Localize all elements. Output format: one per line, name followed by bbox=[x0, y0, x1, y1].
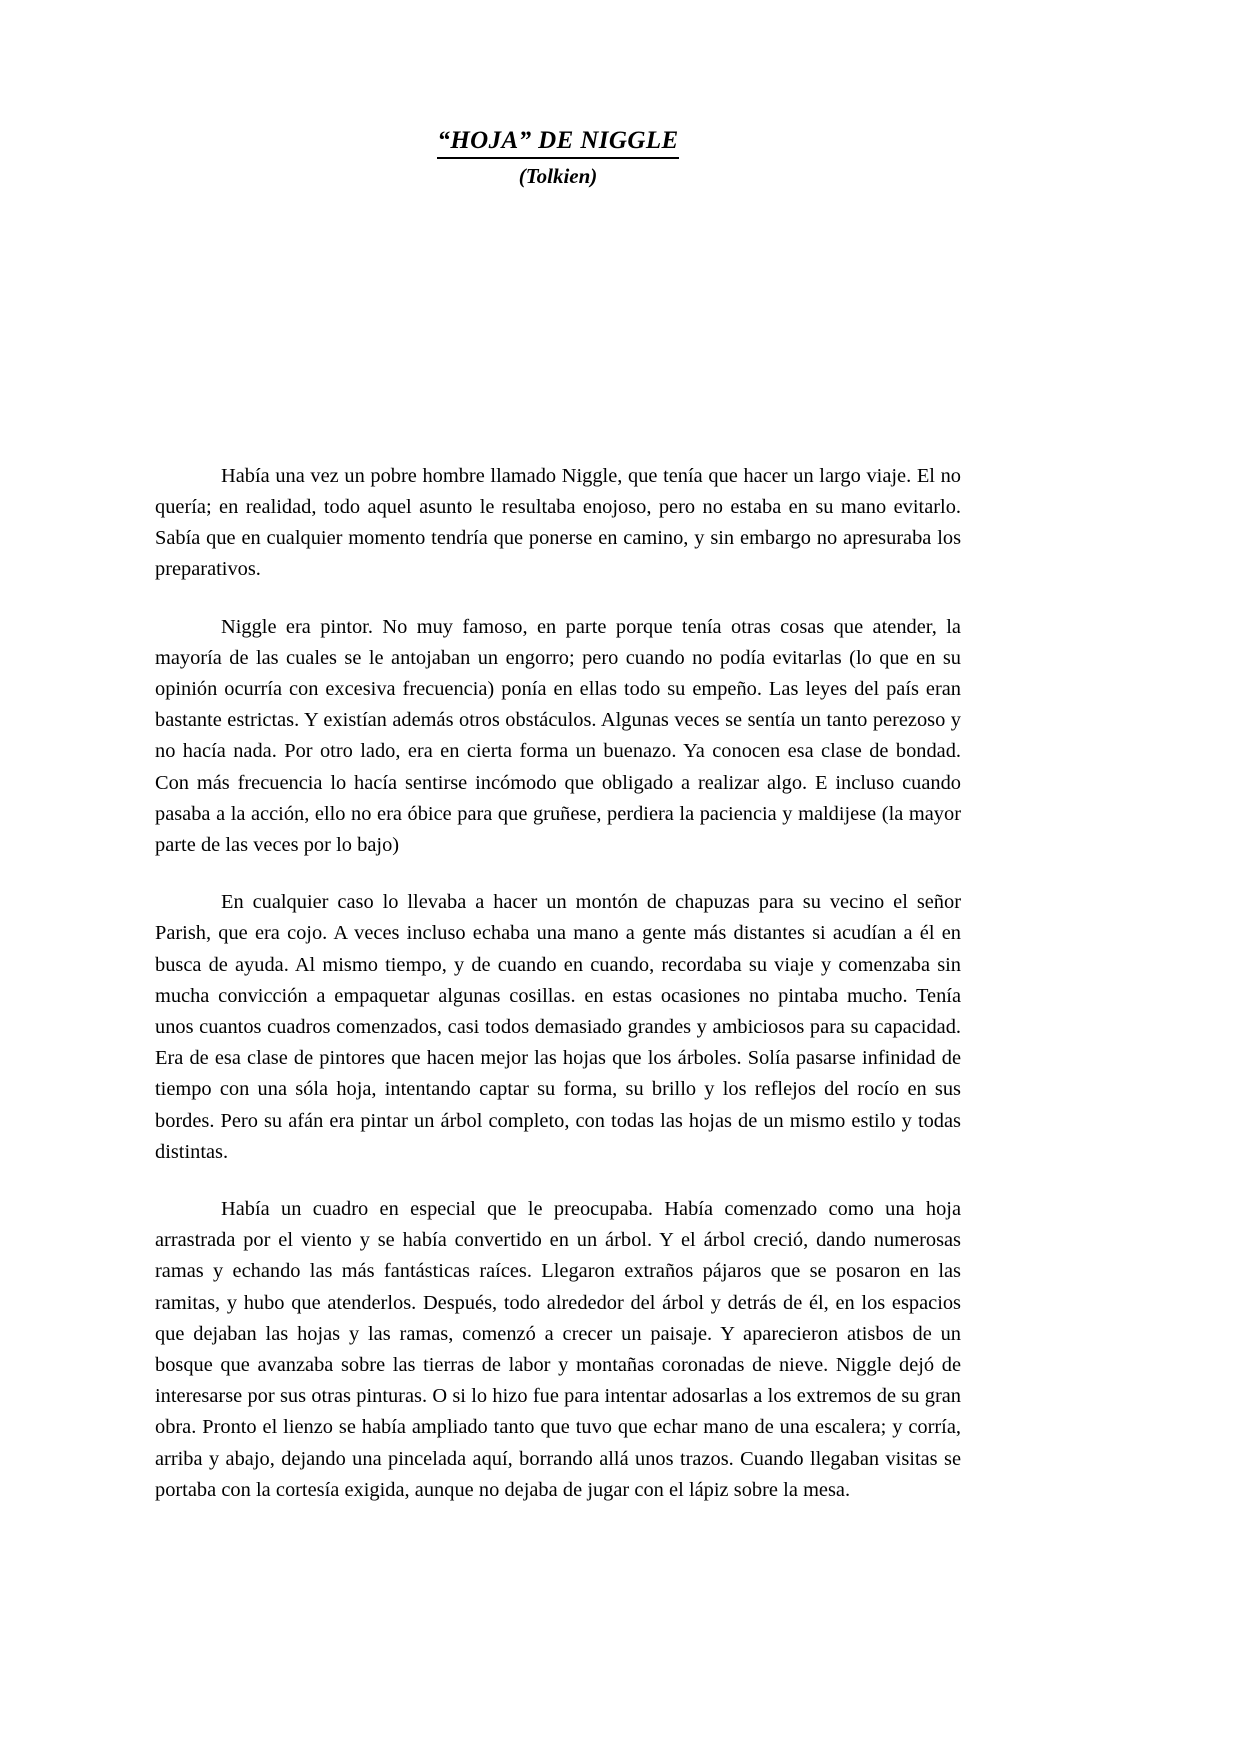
author-attribution: (Tolkien) bbox=[518, 163, 598, 188]
body-text bbox=[155, 461, 961, 1506]
page-content bbox=[155, 0, 961, 1506]
paragraph: Niggle era pintor. No muy famoso, en parte porque tenía otras cosas que atender, la mayoría de las cuales se le antojaban un engorro; pero cuando no podía evitarlas (lo que en su opinión ocurría con excesiva frecuencia) ponía en ellas todo su empeño. Las leyes del país eran bastante estrictas. Y existían además otros obstáculos. Algunas veces se sentía un tanto perezoso y no hacía nada. Por otro lado, era en cierta forma un buenazo. Ya conocen esa clase de bondad. Con más frecuencia lo hacía sentirse incómodo que obligado a realizar algo. E incluso cuando pasaba a la acción, ello no era óbice para que gruñese, perdiera la paciencia y maldijese (la mayor parte de las veces por lo bajo) bbox=[155, 615, 961, 856]
paragraph: Había un cuadro en especial que le preocupaba. Había comenzado como una hoja arrastrada por el viento y se había convertido en un árbol. Y el árbol creció, dando numerosas ramas y echando las más fantásticas raíces. Llegaron extraños pájaros que se posaron en las ramitas, y hubo que atenderlos. Después, todo alrededor del árbol y detrás de él, en los espacios que dejaban las hojas y las ramas, comenzó a crecer un paisaje. Y aparecieron atisbos de un bosque que avanzaba sobre las tierras de labor y montañas coronadas de nieve. Niggle dejó de interesarse por sus otras pinturas. O si lo hizo fue para intentar adosarlas a los extremos de su gran obra. Pronto el lienzo se había ampliado tanto que tuvo que echar mano de una escalera; y corría, arriba y abajo, dejando una pincelada aquí, borrando allá unos trazos. Cuando llegaban visitas se portaba con la cortesía exigida, aunque no dejaba de jugar con el lápiz sobre la mesa. bbox=[155, 1197, 961, 1501]
page-title: “HOJA” DE NIGGLE bbox=[437, 126, 678, 159]
paragraph: En cualquier caso lo llevaba a hacer un montón de chapuzas para su vecino el señor Parish, que era cojo. A veces incluso echaba una mano a gente más distantes si acudían a él en busca de ayuda. Al mismo tiempo, y de cuando en cuando, recordaba su viaje y comenzaba sin mucha convicción a empaquetar algunas cosillas. en estas ocasiones no pintaba mucho. Tenía unos cuantos cuadros comenzados, casi todos demasiado grandes y ambiciosos para su capacidad. Era de esa clase de pintores que hacen mejor las hojas que los árboles. Solía pasarse infinidad de tiempo con una sóla hoja, intentando captar su forma, su brillo y los reflejos del rocío en sus bordes. Pero su afán era pintar un árbol completo, con todas las hojas de un mismo estilo y todas distintas. bbox=[155, 891, 961, 1163]
paragraph: Había una vez un pobre hombre llamado Niggle, que tenía que hacer un largo viaje. El no quería; en realidad, todo aquel asunto le resultaba enojoso, pero no estaba en su mano evitarlo. Sabía que en cualquier momento tendría que ponerse en camino, y sin embargo no apresuraba los preparativos. bbox=[155, 464, 961, 581]
title-block bbox=[155, 126, 961, 189]
